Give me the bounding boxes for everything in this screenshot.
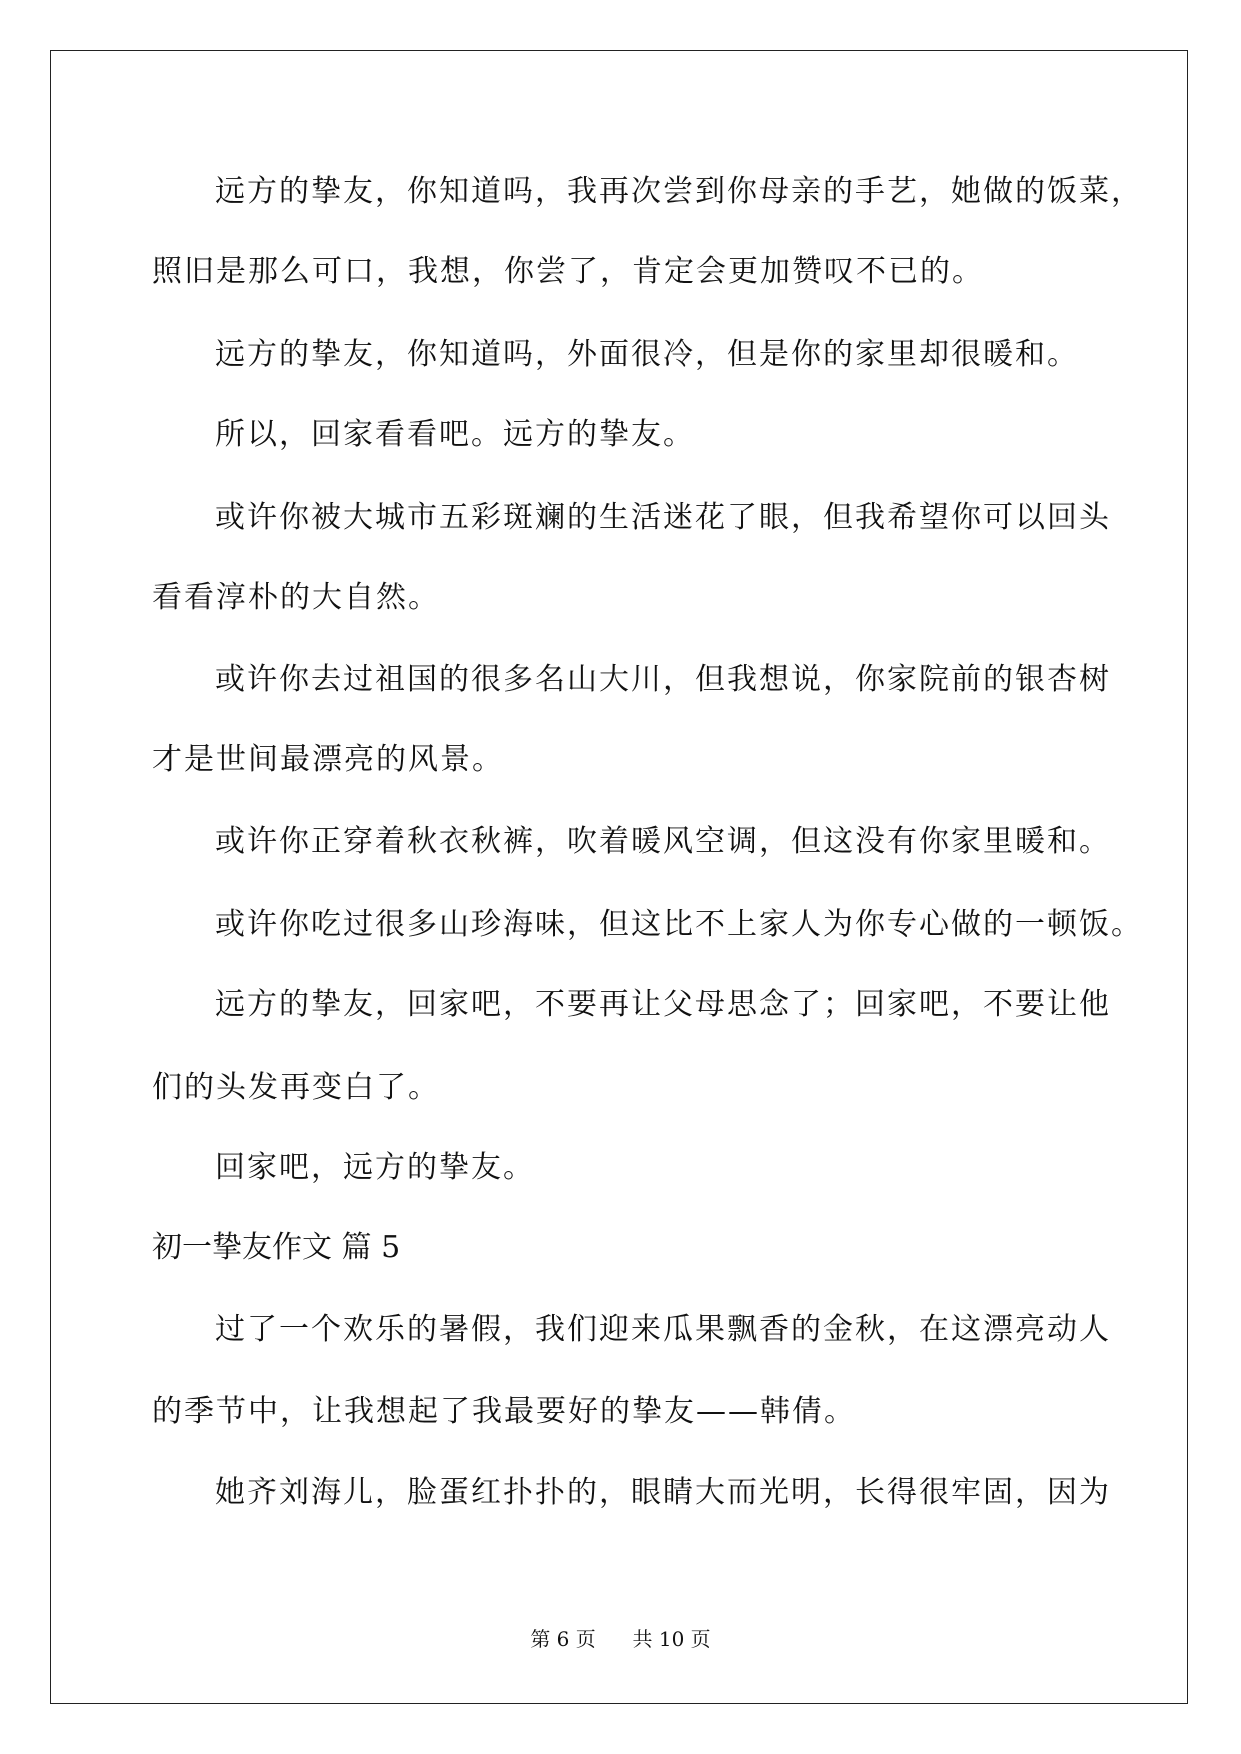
paragraph-line: 才是世间最漂亮的风景。 (152, 742, 504, 777)
paragraph-line: 她齐刘海儿，脸蛋红扑扑的，眼睛大而光明，长得很牢固，因为 (215, 1475, 1111, 1510)
paragraph-line: 的季节中，让我想起了我最要好的挚友——韩倩。 (152, 1394, 856, 1429)
paragraph-line: 或许你去过祖国的很多名山大川，但我想说，你家院前的银杏树 (215, 662, 1111, 697)
paragraph-line: 看看淳朴的大自然。 (152, 580, 440, 615)
paragraph-line: 或许你正穿着秋衣秋裤，吹着暖风空调，但这没有你家里暖和。 (215, 824, 1111, 859)
paragraph-line: 回家吧，远方的挚友。 (215, 1150, 535, 1185)
paragraph-line: 或许你吃过很多山珍海味，但这比不上家人为你专心做的一顿饭。 (215, 907, 1143, 942)
section-heading: 初一挚友作文 篇 5 (152, 1230, 401, 1265)
paragraph-line: 远方的挚友，回家吧，不要再让父母思念了；回家吧，不要让他 (215, 987, 1111, 1022)
paragraph-line: 照旧是那么可口，我想，你尝了，肯定会更加赞叹不已的。 (152, 254, 984, 289)
page-number: 第 6 页 (530, 1627, 596, 1651)
paragraph-line: 远方的挚友，你知道吗，外面很冷，但是你的家里却很暖和。 (215, 337, 1079, 372)
paragraph-line: 所以，回家看看吧。远方的挚友。 (215, 417, 695, 452)
page-footer (0, 1625, 1241, 1653)
page-border (50, 50, 1188, 1704)
paragraph-line: 们的头发再变白了。 (152, 1070, 440, 1105)
paragraph-line: 或许你被大城市五彩斑斓的生活迷花了眼，但我希望你可以回头 (215, 500, 1111, 535)
paragraph-line: 过了一个欢乐的暑假，我们迎来瓜果飘香的金秋，在这漂亮动人 (215, 1312, 1111, 1347)
page-total: 共 10 页 (632, 1627, 711, 1651)
paragraph-line: 远方的挚友，你知道吗，我再次尝到你母亲的手艺，她做的饭菜， (215, 174, 1143, 209)
